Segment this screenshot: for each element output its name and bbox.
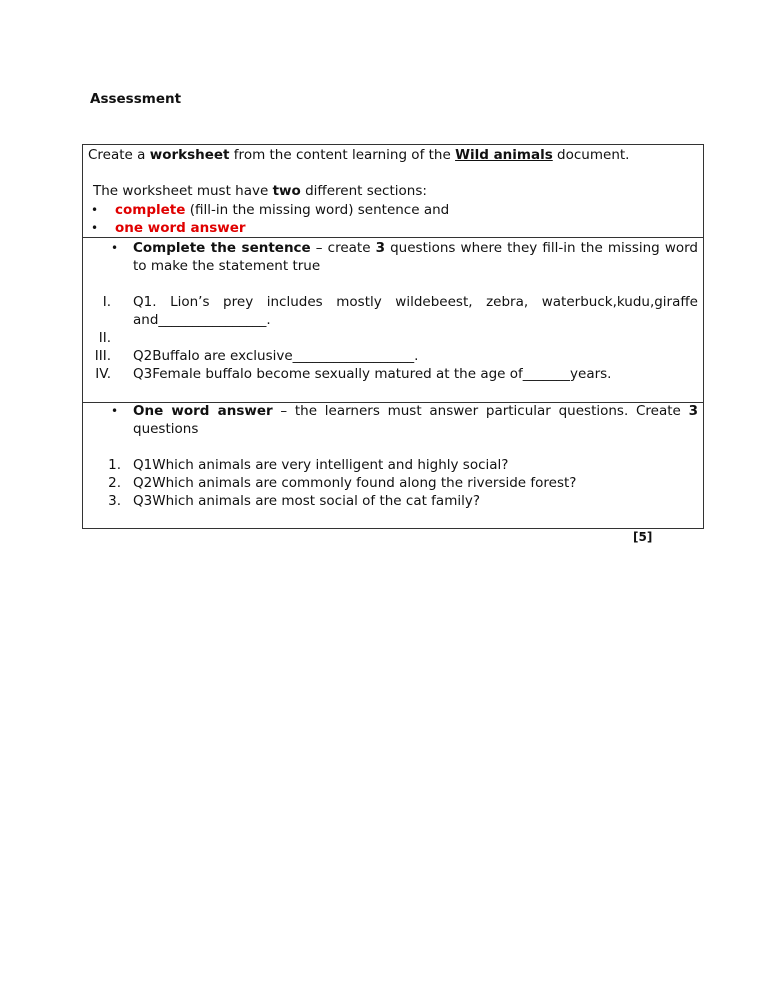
bullet-dot: • xyxy=(91,203,99,217)
list-item: Q3Which animals are most social of the cat family? xyxy=(133,493,481,509)
numeral-iv: IV. xyxy=(95,366,111,382)
bullet-dot: • xyxy=(111,241,119,255)
bullet-dot: • xyxy=(91,221,99,235)
assessment-table xyxy=(82,144,704,529)
question-1-line1: Q1. Lion’s prey includes mostly wildebeest, zebra, waterbuck,kudu,giraffe xyxy=(133,294,698,310)
section1-desc: questions where they fill-in the missing word xyxy=(385,240,698,256)
section2-heading xyxy=(133,402,698,420)
list-number: 1. xyxy=(108,457,121,473)
list-number: 3. xyxy=(108,493,121,509)
list-item: Q2Which animals are commonly found along the riverside forest? xyxy=(133,475,577,491)
two-word: two xyxy=(272,183,301,199)
section1-heading xyxy=(133,239,698,257)
section1-title: Complete the sentence xyxy=(133,240,311,256)
bullet-dot: • xyxy=(111,404,119,418)
intro-text: document. xyxy=(552,147,630,163)
row-divider xyxy=(83,237,703,238)
sections-text: The worksheet must have xyxy=(93,183,273,199)
intro-text: Create a xyxy=(88,147,150,163)
section1-count: 3 xyxy=(375,240,386,256)
intro-text: from the content learning of the xyxy=(229,147,456,163)
numeral-iii: III. xyxy=(94,348,111,364)
question-1-line2: and________________. xyxy=(133,312,271,328)
section2-desc: – the learners must answer particular questions. Create xyxy=(272,403,689,419)
section2-count: 3 xyxy=(688,403,698,419)
section1-desc: – create xyxy=(310,240,376,256)
intro-line xyxy=(88,146,629,164)
list-number: 2. xyxy=(108,475,121,491)
list-item: Q1Which animals are very intelligent and highly social? xyxy=(133,457,509,473)
complete-rest: (fill-in the missing word) sentence and xyxy=(185,202,450,218)
sections-line xyxy=(93,182,427,200)
complete-word: complete xyxy=(115,202,186,218)
worksheet-word: worksheet xyxy=(149,147,230,163)
bullet-complete xyxy=(115,201,449,219)
one-word-answer-text: one word answer xyxy=(115,220,246,236)
question-2: Q2Buffalo are exclusive__________________. xyxy=(133,348,419,364)
section1-desc-line2: to make the statement true xyxy=(133,258,321,274)
page-title: Assessment xyxy=(90,91,182,107)
numeral-i: I. xyxy=(102,294,111,310)
section2-title: One word answer xyxy=(133,403,273,419)
section2-desc-line2: questions xyxy=(133,421,199,437)
wild-animals-word: Wild animals xyxy=(455,147,553,163)
bullet-one-word xyxy=(115,219,246,237)
numeral-ii: II. xyxy=(98,330,111,346)
question-3: Q3Female buffalo become sexually matured at the age of_______years. xyxy=(133,366,612,382)
score-mark: [5] xyxy=(633,530,653,544)
sections-text: different sections: xyxy=(300,183,427,199)
